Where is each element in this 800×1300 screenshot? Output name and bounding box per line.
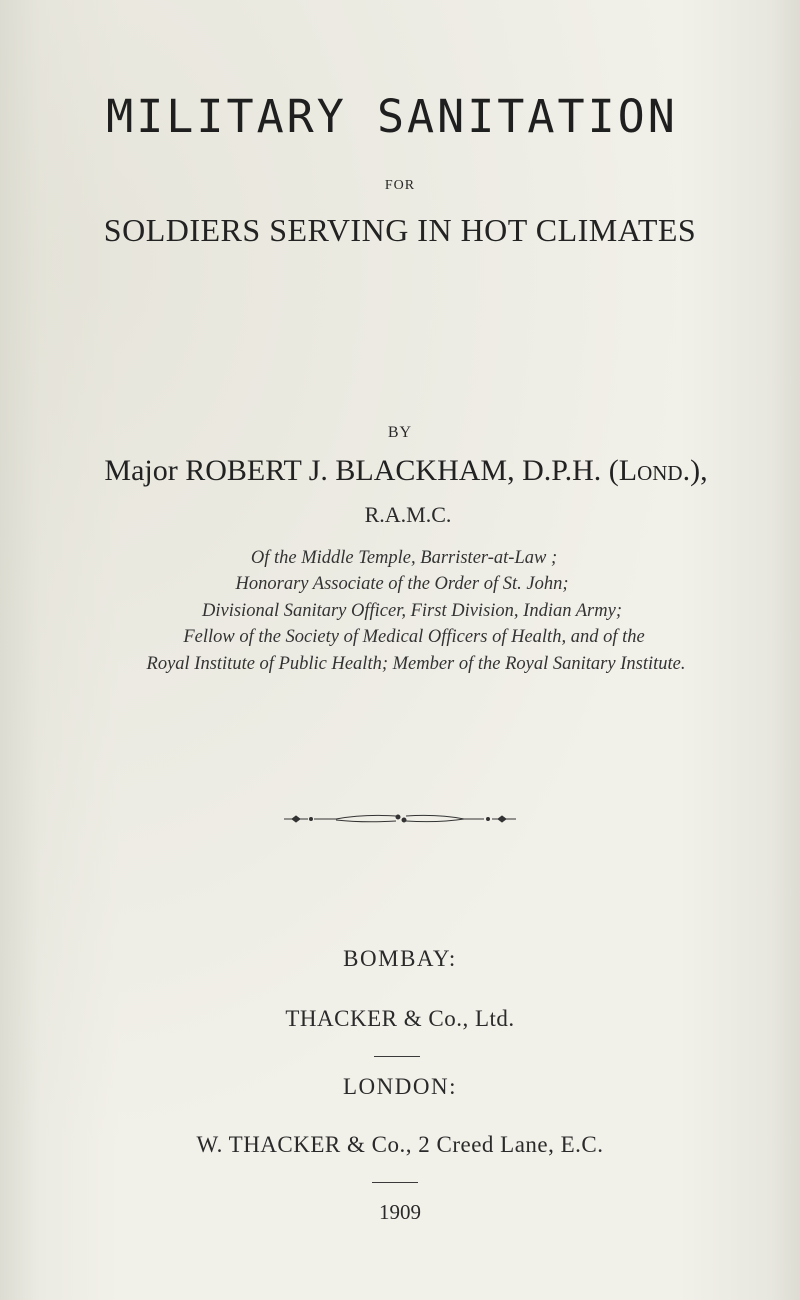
imprint-place-bombay: BOMBAY: xyxy=(343,946,457,971)
imprint-place-london: LONDON: xyxy=(343,1074,457,1099)
credential-line: Honorary Associate of the Order of St. John; xyxy=(235,574,569,594)
divider-rule xyxy=(374,1056,420,1057)
imprint-publisher-bombay: THACKER & Co., Ltd. xyxy=(285,1006,515,1031)
imprint-publisher-london: W. THACKER & Co., 2 Creed Lane, E.C. xyxy=(196,1132,604,1157)
credential-line: Fellow of the Society of Medical Officers of Health, and of the xyxy=(183,627,645,647)
decorative-ornament xyxy=(284,812,516,826)
credential-line: Divisional Sanitary Officer, First Division, Indian Army; xyxy=(202,601,622,621)
author-line xyxy=(6,454,800,488)
divider-rule xyxy=(372,1182,418,1183)
author-corps: R.A.M.C. xyxy=(364,502,452,527)
book-subtitle: SOLDIERS SERVING IN HOT CLIMATES xyxy=(103,212,697,248)
book-title: MILITARY SANITATION xyxy=(106,90,678,143)
author-degree: D.P.H. (Lond.), xyxy=(522,454,708,487)
publication-year: 1909 xyxy=(379,1200,421,1224)
for-label: FOR xyxy=(384,178,416,193)
credential-line: Royal Institute of Public Health; Member of the Royal Sanitary Institute. xyxy=(146,654,686,674)
by-label: BY xyxy=(387,424,413,441)
credential-line: Of the Middle Temple, Barrister-at-Law ; xyxy=(250,548,558,568)
author-name: Major ROBERT J. BLACKHAM, xyxy=(104,454,515,487)
